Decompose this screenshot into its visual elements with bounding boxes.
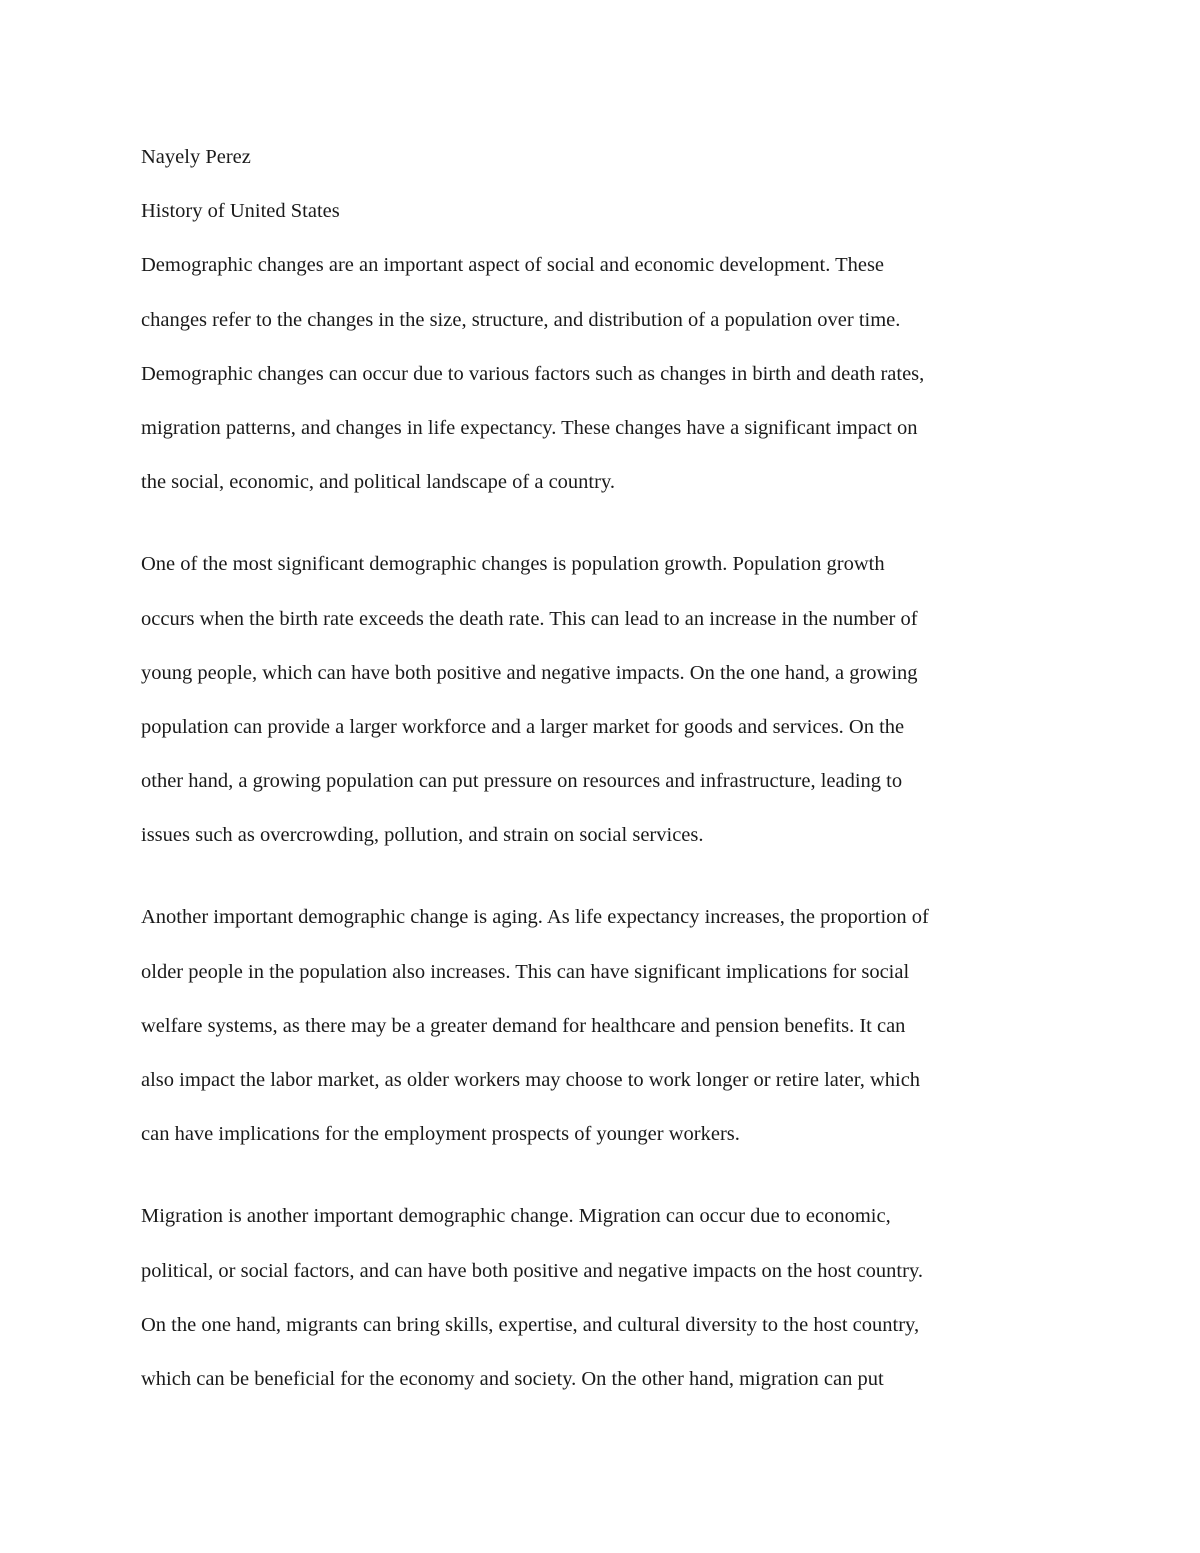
- paragraph-line: Demographic changes can occur due to various factors such as changes in birth and death rates,: [141, 362, 925, 385]
- paragraph-line: Demographic changes are an important aspect of social and economic development. These: [141, 254, 885, 277]
- paragraph-4: [141, 1199, 1059, 1416]
- paragraph-line: can have implications for the employment prospects of younger workers.: [141, 1123, 740, 1146]
- paragraph-line: political, or social factors, and can have both positive and negative impacts on the host country.: [141, 1259, 924, 1282]
- paragraph-3: [141, 900, 1059, 1171]
- paragraph-line: other hand, a growing population can put pressure on resources and infrastructure, leading to: [141, 770, 903, 793]
- paragraph-line: migration patterns, and changes in life expectancy. These changes have a significant impact on: [141, 416, 918, 439]
- paragraph-line: also impact the labor market, as older workers may choose to work longer or retire later, which: [141, 1069, 921, 1091]
- document-body: [141, 140, 1059, 1416]
- paragraph-line: welfare systems, as there may be a greater demand for healthcare and pension benefits. It can: [141, 1014, 906, 1037]
- paragraph-line: the social, economic, and political landscape of a country.: [141, 471, 615, 494]
- paragraph-spacer: [141, 872, 1059, 900]
- paragraph-spacer: [141, 1171, 1059, 1199]
- paragraph-1: [141, 248, 1059, 519]
- paragraph-line: older people in the population also increases. This can have significant implications for social: [141, 960, 910, 983]
- paragraph-line: Migration is another important demographic change. Migration can occur due to economic,: [141, 1205, 891, 1228]
- paragraph-line: population can provide a larger workforce and a larger market for goods and services. On the: [141, 715, 905, 738]
- course-title: History of United States: [141, 200, 340, 223]
- paragraph-line: One of the most significant demographic changes is population growth. Population growth: [141, 553, 885, 576]
- paragraph-spacer: [141, 519, 1059, 547]
- paragraph-line: which can be beneficial for the economy and society. On the other hand, migration can put: [141, 1367, 884, 1390]
- paragraph-2: [141, 547, 1059, 872]
- author-name: Nayely Perez: [141, 146, 251, 168]
- paragraph-line: young people, which can have both positive and negative impacts. On the one hand, a growing: [141, 661, 918, 684]
- paragraph-line: changes refer to the changes in the size, structure, and distribution of a population over time.: [141, 308, 901, 331]
- paragraph-line: On the one hand, migrants can bring skills, expertise, and cultural diversity to the host country,: [141, 1313, 920, 1336]
- paragraph-line: occurs when the birth rate exceeds the death rate. This can lead to an increase in the number of: [141, 607, 918, 630]
- paragraph-line: Another important demographic change is aging. As life expectancy increases, the proportion of: [141, 906, 929, 929]
- paragraph-line: issues such as overcrowding, pollution, and strain on social services.: [141, 824, 704, 847]
